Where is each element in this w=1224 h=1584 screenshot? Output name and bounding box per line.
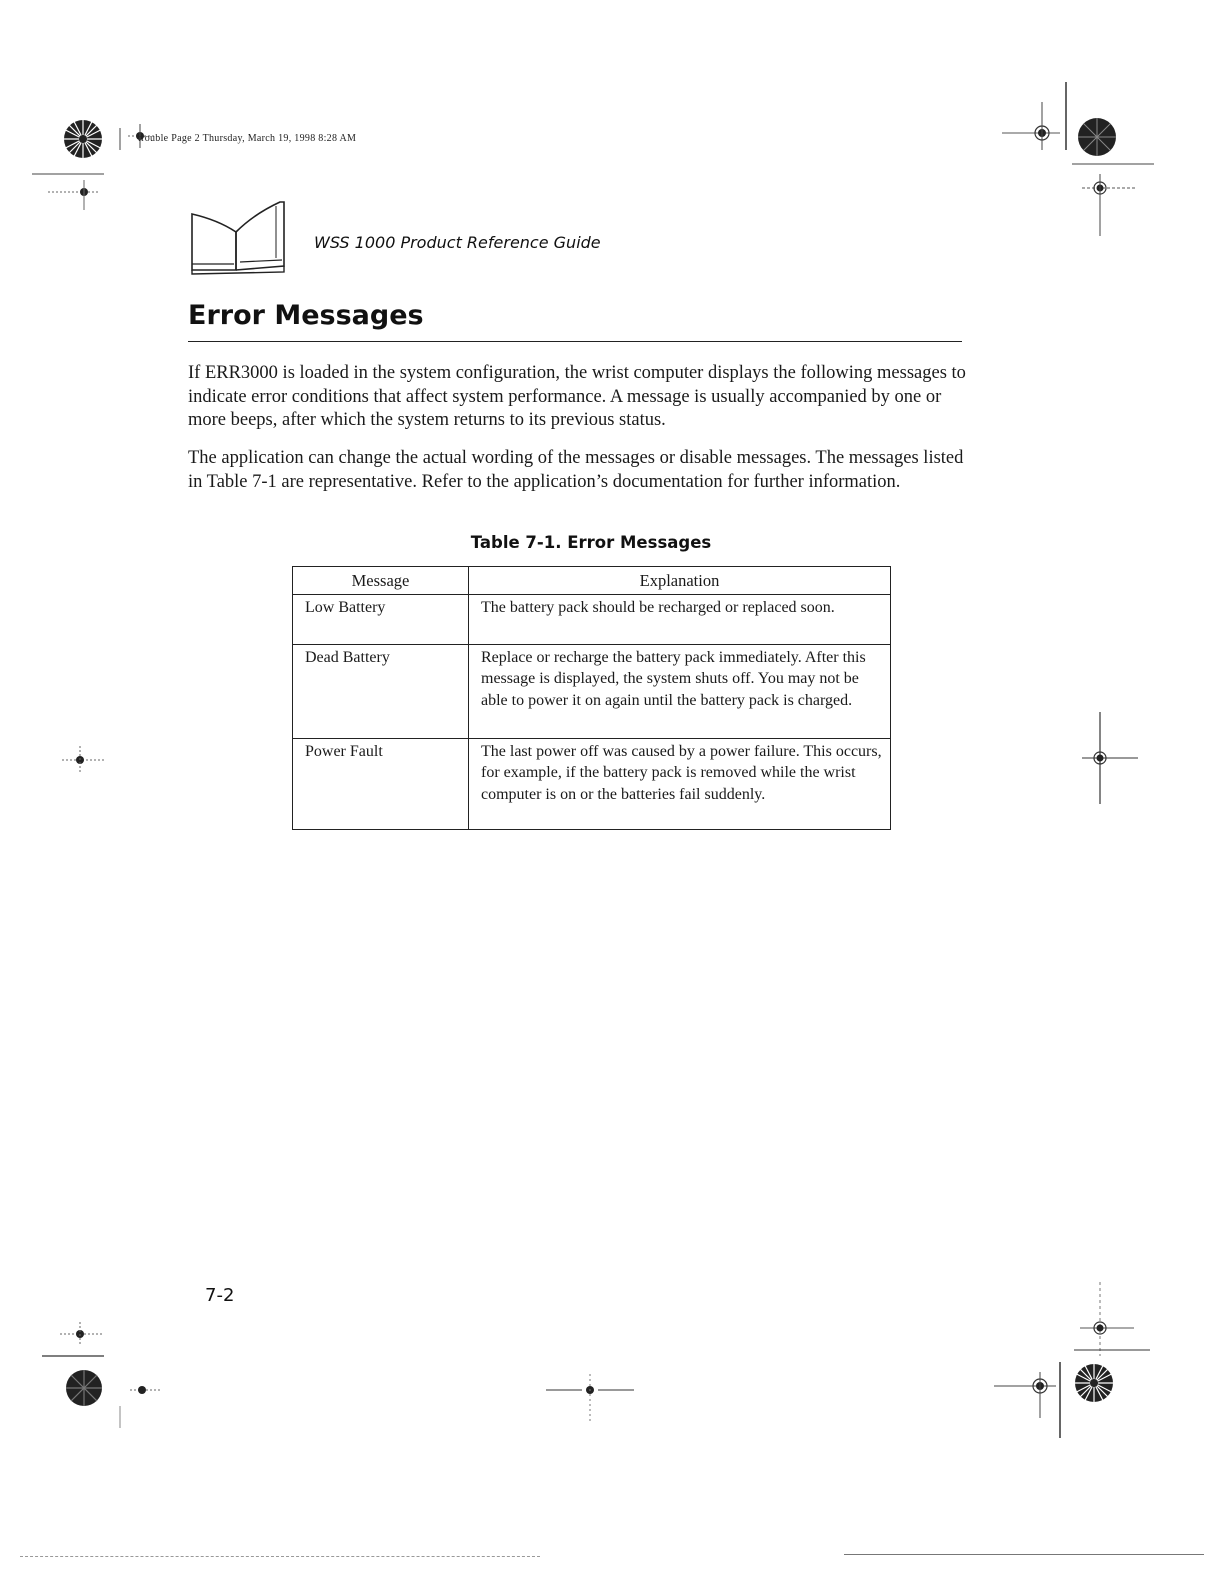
message-cell: Dead Battery [293,644,469,738]
registration-mark-top-left-wheel [62,118,104,160]
registration-mark-bottom-right-wheel [1073,1362,1115,1404]
column-header-message: Message [293,567,469,595]
heading-rule [188,341,962,342]
crop-mark-crosshair-left-bottom [40,1316,106,1360]
column-header-explanation: Explanation [469,567,891,595]
page-number: 7-2 [205,1285,235,1306]
intro-paragraph: If ERR3000 is loaded in the system configuration, the wrist computer displays the following messages to indicate error conditions that affect system performance. A message is usually accompanied by one or more beeps, after which the system returns to its previous status. [188,363,966,430]
table-row [293,644,891,738]
explanation-cell: The last power off was caused by a power failure. This occurs, for example, if the battery pack is removed while the wrist computer is on or the batteries fail suddenly. [469,738,891,829]
table-row [293,594,891,644]
registration-mark-top-right-wheel [1076,116,1118,158]
crop-mark-crosshair-right-mid [1072,162,1154,238]
crop-mark-crosshair-left-middle [60,740,106,780]
message-cell: Low Battery [293,594,469,644]
message-cell: Power Fault [293,738,469,829]
file-slug: trouble Page 2 Thursday, March 19, 1998 8:28 AM [138,133,357,144]
registration-mark-bottom-left-wheel [64,1368,104,1408]
error-messages-table [292,566,891,830]
book-icon [188,200,290,278]
explanation-cell: Replace or recharge the battery pack immediately. After this message is displayed, the system shuts off. You may not be able to power it on again until the battery pack is charged. [469,644,891,738]
explanation-cell: The battery pack should be recharged or replaced soon. [469,594,891,644]
crop-mark-crosshair-right-top [998,80,1078,160]
section-heading: Error Messages [188,300,424,331]
crop-mark-crosshair-left-top [28,170,108,240]
scan-line-bottom-right [844,1554,1204,1555]
scan-line-bottom-left [20,1556,540,1557]
guide-title: WSS 1000 Product Reference Guide [314,233,601,252]
crop-mark-crosshair-right-middle [1080,710,1140,806]
crop-mark-crosshair-bottom-center [544,1370,636,1426]
crop-mark-crosshair-left-bottom-small [116,1376,162,1430]
table-caption: Table 7-1. Error Messages [470,533,712,552]
table-row [293,738,891,829]
crop-mark-crosshair-right-bottom-large [990,1360,1070,1440]
application-paragraph: The application can change the actual wording of the messages or disable messages. The messages listed in Table 7-1 are representative. Refer to the application’s documentation for further information. [188,448,964,492]
crop-mark-crosshair-right-bottom [1074,1280,1154,1360]
table-header-row [293,567,891,595]
